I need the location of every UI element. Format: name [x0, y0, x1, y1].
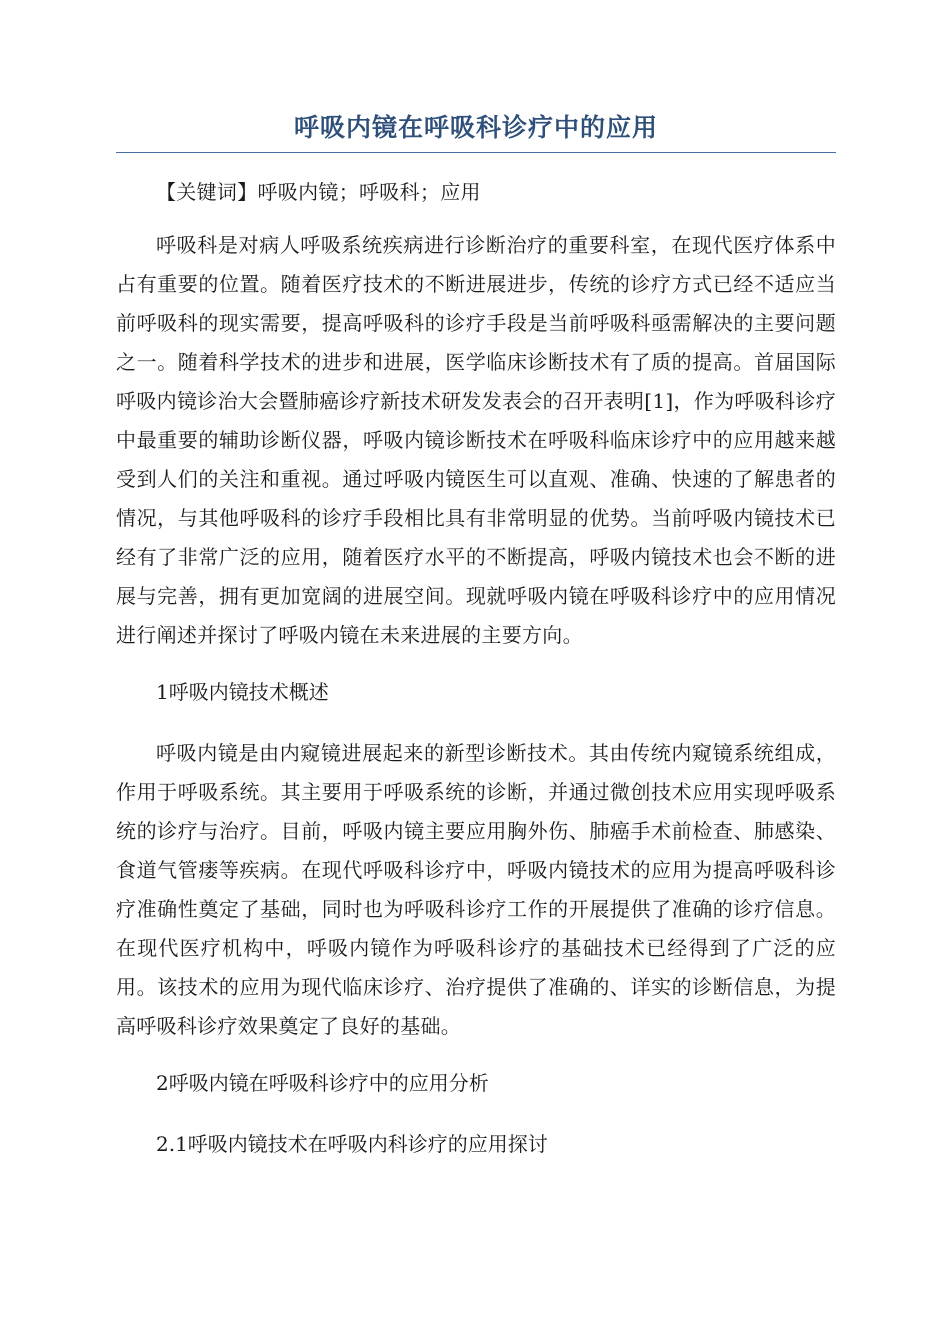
document-title: 呼吸内镜在呼吸科诊疗中的应用 — [293, 113, 658, 142]
keywords-line: 【关键词】呼吸内镜；呼吸科；应用 — [156, 180, 481, 204]
section-heading-1: 1呼吸内镜技术概述 — [156, 680, 329, 704]
section-heading-2: 2呼吸内镜在呼吸科诊疗中的应用分析 — [156, 1071, 489, 1095]
document-page — [116, 108, 836, 1186]
title-divider — [116, 152, 836, 153]
intro-paragraph: 呼吸科是对病人呼吸系统疾病进行诊断治疗的重要科室，在现代医疗体系中占有重要的位置。随着医疗技术的不断进展进步，传统的诊疗方式已经不适应当前呼吸科的现实需要，提高呼吸科的诊疗手段是当前呼吸科亟需解决的主要问题之一。随着科学技术的进步和进展，医学临床诊断技术有了质的提高。首届国际呼吸内镜诊治大会暨肺癌诊疗新技术研发发表会的召开表明[1]，作为呼吸科诊疗中最重要的辅助诊断仪器，呼吸内镜诊断技术在呼吸科临床诊疗中的应用越来越受到人们的关注和重视。通过呼吸内镜医生可以直观、准确、快速的了解患者的情况，与其他呼吸科的诊疗手段相比具有非常明显的优势。当前呼吸内镜技术已经有了非常广泛的应用，随着医疗水平的不断提高，呼吸内镜技术也会不断的进展与完善，拥有更加宽阔的进展空间。现就呼吸内镜在呼吸科诊疗中的应用情况进行阐述并探讨了呼吸内镜在未来进展的主要方向。 — [116, 233, 836, 647]
section-1-paragraph: 呼吸内镜是由内窥镜进展起来的新型诊断技术。其由传统内窥镜系统组成，作用于呼吸系统。其主要用于呼吸系统的诊断，并通过微创技术应用实现呼吸系统的诊疗与治疗。目前，呼吸内镜主要应用胸外伤、肺癌手术前检查、肺感染、食道气管瘘等疾病。在现代呼吸科诊疗中，呼吸内镜技术的应用为提高呼吸科诊疗准确性奠定了基础，同时也为呼吸科诊疗工作的开展提供了准确的诊疗信息。在现代医疗机构中，呼吸内镜作为呼吸科诊疗的基础技术已经得到了广泛的应用。该技术的应用为现代临床诊疗、治疗提供了准确的、详实的诊断信息，为提高呼吸科诊疗效果奠定了良好的基础。 — [116, 741, 836, 1038]
section-heading-2-1: 2.1呼吸内镜技术在呼吸内科诊疗的应用探讨 — [156, 1132, 548, 1156]
